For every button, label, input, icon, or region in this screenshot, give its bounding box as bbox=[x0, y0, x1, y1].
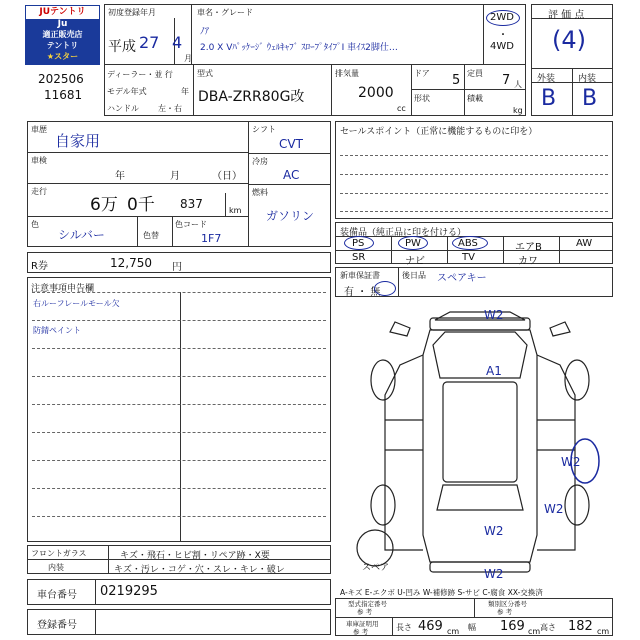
recycle-label: R券 bbox=[31, 261, 48, 272]
interior-cond-value: キズ・汚レ・コゲ・穴・スレ・キレ・破レ bbox=[114, 565, 285, 575]
glass-label: フロントガラス bbox=[31, 549, 87, 558]
registration-month: 4 bbox=[172, 33, 183, 52]
id-line1: 202506 bbox=[38, 72, 84, 86]
model-year-label: モデル年式 bbox=[107, 87, 147, 96]
manual-label: 新車保証書 bbox=[340, 271, 380, 280]
mileage-label: 走行 bbox=[31, 187, 47, 196]
aircon-label: 冷房 bbox=[252, 157, 268, 166]
drive-dot: ・ bbox=[498, 30, 508, 41]
capacity-value: 7 bbox=[502, 73, 511, 88]
seal-line1: Ju bbox=[57, 19, 68, 29]
notes-line2: 防錆ペイント bbox=[33, 326, 81, 335]
equip-pw: PW bbox=[405, 238, 421, 249]
brand-top: JUテントリ bbox=[26, 6, 99, 19]
model-value: DBA-ZRR80G改 bbox=[198, 89, 305, 105]
class-no-label: 類別区分番号 bbox=[488, 600, 527, 608]
engine-value: 2000 bbox=[358, 85, 394, 101]
notes-line1: 右ルーフレールモール欠 bbox=[33, 299, 120, 308]
registration-year: 27 bbox=[139, 33, 160, 52]
aircon-value: AC bbox=[283, 168, 300, 182]
recycle-value: 12,750 bbox=[110, 256, 152, 270]
damage-legend: A-キズ E-エクボ U-凹み W-補修跡 S-サビ C-腐食 XX-交換済 bbox=[340, 588, 543, 597]
inspection-month: 月 bbox=[170, 171, 180, 182]
type-no-ref: 参 考 bbox=[357, 608, 373, 616]
mark-w2-roof: W2 bbox=[484, 308, 504, 322]
glass-value: キズ・飛石・ヒビ割・リペア跡・X要 bbox=[120, 551, 270, 561]
shift-value: CVT bbox=[279, 137, 303, 151]
fuel-label: 燃料 bbox=[252, 188, 268, 197]
usage-value: 自家用 bbox=[55, 132, 101, 150]
equip-aw: AW bbox=[576, 238, 593, 249]
regno-label: 登録番号 bbox=[37, 620, 77, 631]
load-unit: kg bbox=[513, 106, 523, 115]
logo-block bbox=[25, 5, 100, 65]
equip-abs-circle bbox=[452, 236, 488, 250]
capacity-label: 定員 bbox=[467, 69, 483, 78]
interior-value: B bbox=[582, 86, 598, 111]
spare-label: スペア bbox=[362, 563, 390, 573]
registration-month-unit: 月 bbox=[184, 54, 192, 63]
equip-ps: PS bbox=[352, 238, 365, 249]
shape-label: 形状 bbox=[414, 94, 430, 103]
class-no-ref: 参 考 bbox=[497, 608, 513, 616]
rear-value: スペアキー bbox=[437, 273, 487, 284]
equipment-label: 装備品（純正品に印を付ける） bbox=[340, 228, 467, 238]
garage-label: 車庫証明用 bbox=[346, 620, 379, 628]
manual-none-circle bbox=[374, 281, 396, 296]
color-label: 色 bbox=[31, 220, 39, 229]
inspection-day: （日） bbox=[212, 171, 242, 182]
interior-cond-label: 内装 bbox=[48, 563, 64, 572]
color-code: 1F7 bbox=[201, 232, 222, 245]
shift-label: シフト bbox=[252, 125, 276, 134]
length-label: 長さ bbox=[396, 623, 412, 632]
recycle-unit: 円 bbox=[172, 262, 182, 273]
engine-unit: cc bbox=[397, 104, 406, 113]
garage-ref: 参 考 bbox=[353, 628, 369, 636]
score-value: (4) bbox=[552, 26, 586, 54]
fuel-value: ガソリン bbox=[266, 209, 315, 223]
equip-tv: TV bbox=[462, 252, 475, 263]
inspection-year: 年 bbox=[115, 171, 125, 182]
chassis-label: 車台番号 bbox=[37, 590, 77, 601]
drive-4wd: 4WD bbox=[490, 41, 514, 52]
manual-value: 有 ・ 無 bbox=[344, 287, 381, 298]
height-value: 182 bbox=[568, 619, 593, 634]
capacity-unit: 人 bbox=[514, 80, 522, 89]
seal-line4: ★スター bbox=[46, 52, 79, 61]
notes-label: 注意事項申告欄 bbox=[31, 284, 95, 294]
equip-abs: ABS bbox=[458, 238, 478, 249]
name-maker: ﾉｱ bbox=[200, 27, 210, 37]
mark-w2-right1: W2 bbox=[561, 455, 581, 469]
door-label: ドア bbox=[414, 69, 430, 78]
mark-w2-right2: W2 bbox=[544, 502, 564, 516]
id-line2: 11681 bbox=[44, 88, 83, 102]
color-code-label: 色コード bbox=[175, 220, 207, 229]
car-damage-diagram bbox=[335, 300, 613, 590]
equip-navi: ナビ bbox=[405, 256, 425, 267]
color-change-label: 色替 bbox=[143, 231, 159, 240]
drive-2wd: 2WD bbox=[490, 12, 514, 23]
registration-era: 平成 bbox=[108, 39, 136, 55]
type-no-label: 型式指定番号 bbox=[348, 600, 387, 608]
model-label: 型式 bbox=[197, 69, 213, 78]
handle-label: ハンドル bbox=[107, 104, 139, 113]
sales-point-label: セールスポイント（正常に機能するものに印を） bbox=[340, 127, 538, 137]
name-label: 車名・グレード bbox=[197, 8, 253, 17]
width-unit: cm bbox=[528, 627, 541, 636]
equip-airbag: エアB bbox=[515, 242, 542, 253]
brand-seal bbox=[26, 19, 99, 64]
equip-sr: SR bbox=[352, 252, 366, 263]
equip-pw-circle bbox=[398, 236, 428, 250]
door-value: 5 bbox=[452, 73, 461, 88]
seal-line3: テントリ bbox=[46, 41, 79, 50]
registration-label: 初度登録年月 bbox=[108, 8, 156, 17]
length-unit: cm bbox=[447, 627, 460, 636]
chassis-value: 0219295 bbox=[100, 584, 158, 599]
interior-label: 内装 bbox=[578, 74, 597, 84]
mileage-man: 6万 bbox=[90, 195, 118, 215]
handle-value: 左・右 bbox=[158, 104, 182, 113]
engine-label: 排気量 bbox=[335, 69, 359, 78]
usage-label: 車歴 bbox=[31, 125, 47, 134]
mark-w2-lower: W2 bbox=[484, 524, 504, 538]
rear-label: 後日品 bbox=[402, 271, 426, 280]
mileage-sen: 0千 bbox=[127, 195, 155, 215]
width-label: 幅 bbox=[468, 623, 476, 632]
width-value: 169 bbox=[500, 619, 525, 634]
notes-box bbox=[27, 277, 331, 542]
height-label: 高さ bbox=[540, 623, 556, 632]
mileage-unit: km bbox=[229, 206, 242, 215]
name-grade: 2.0 X Vﾊﾟｯｹｰｼﾞ ｳｪﾙｷｬﾌﾞ ｽﾛｰﾌﾟﾀｲﾌﾟⅠ 車ｲｽ2脚仕… bbox=[200, 43, 398, 53]
color-value: シルバー bbox=[58, 228, 105, 242]
exterior-value: B bbox=[541, 86, 557, 111]
length-value: 469 bbox=[418, 619, 443, 634]
mileage-rest: 837 bbox=[180, 197, 203, 211]
header-box bbox=[104, 4, 526, 116]
inspection-label: 車検 bbox=[31, 156, 47, 165]
equip-leather: カワ bbox=[518, 256, 538, 267]
mark-w2-bottom: W2 bbox=[484, 567, 504, 581]
height-unit: cm bbox=[597, 627, 610, 636]
model-year-unit: 年 bbox=[181, 87, 189, 96]
equip-ps-circle bbox=[344, 236, 374, 250]
score-label: 評 価 点 bbox=[548, 10, 585, 21]
exterior-label: 外装 bbox=[537, 74, 556, 84]
seal-line2: 適正販売店 bbox=[42, 30, 83, 39]
dealer-label: ディーラー・並 行 bbox=[107, 70, 173, 79]
load-label: 積載 bbox=[467, 94, 483, 103]
mark-a1-center: A1 bbox=[486, 364, 502, 378]
